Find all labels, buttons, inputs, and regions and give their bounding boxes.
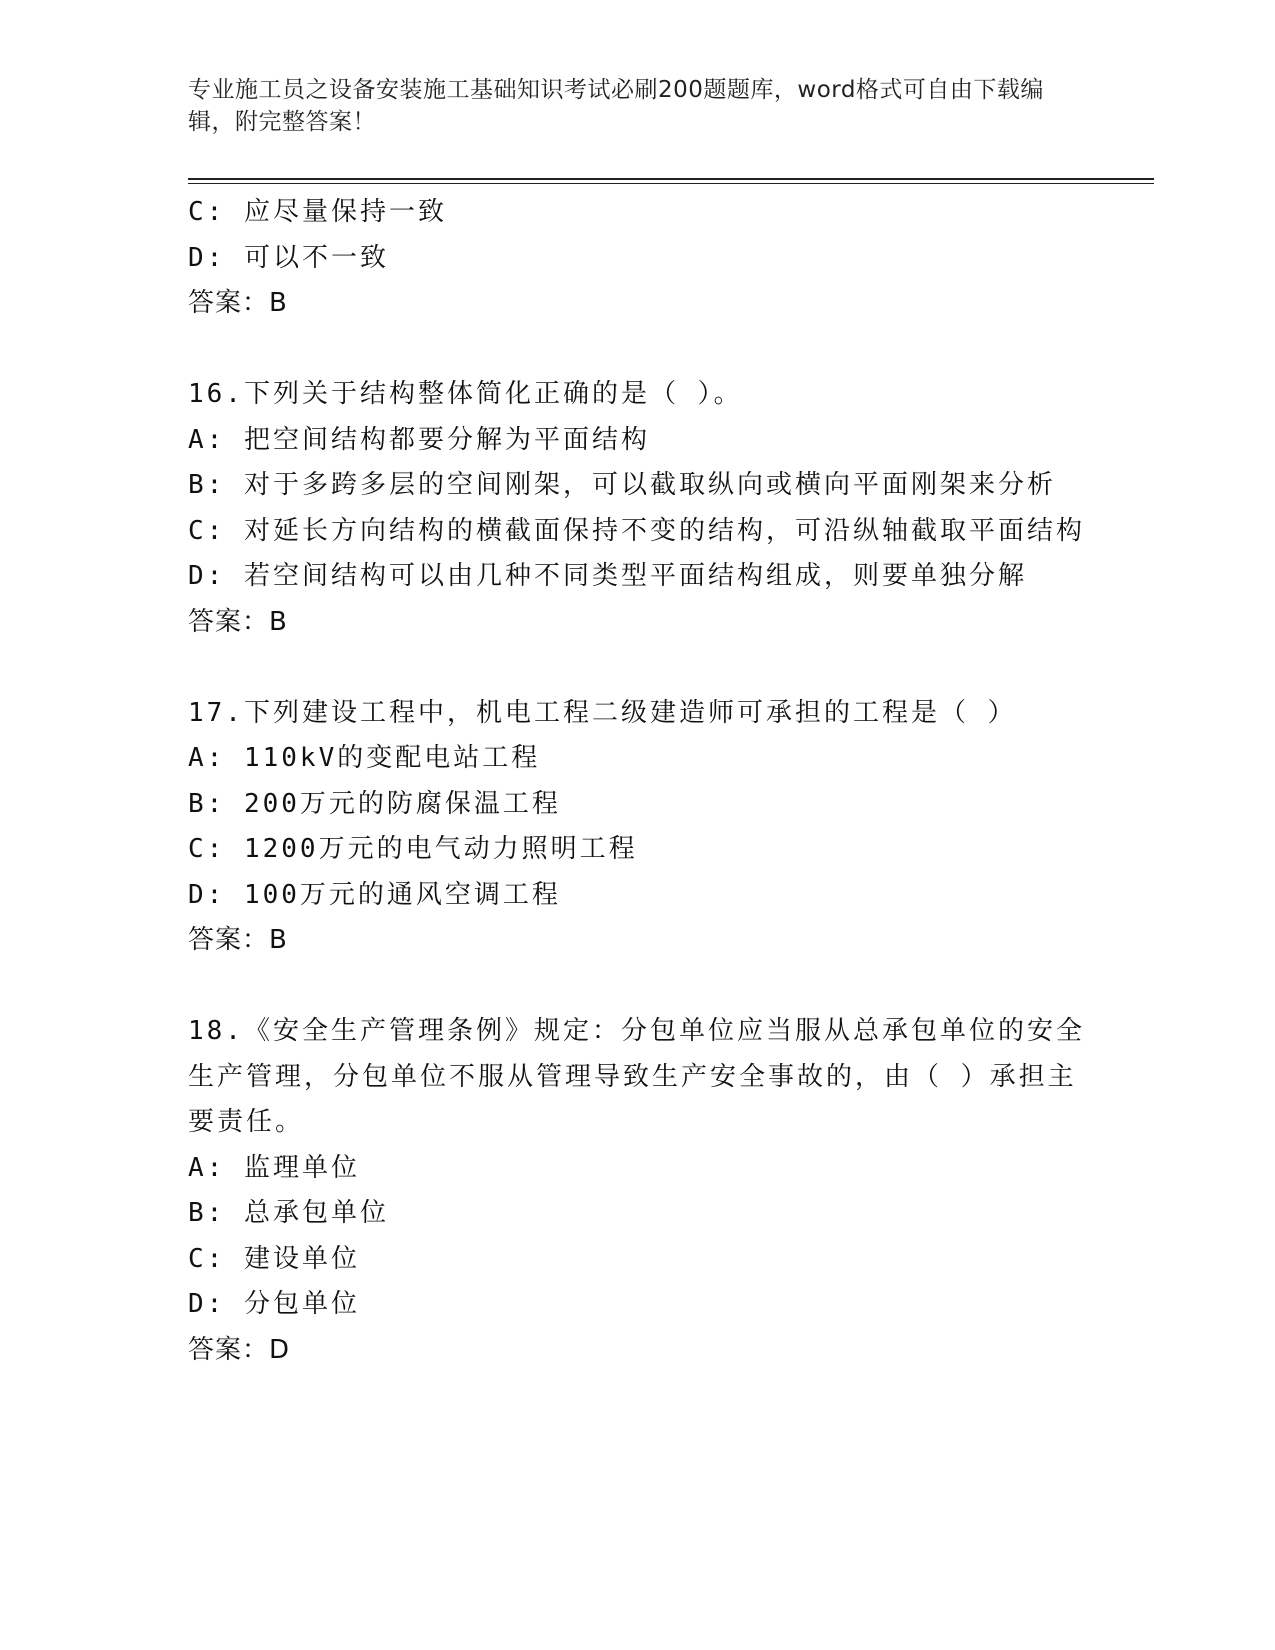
spacer [188, 645, 1088, 691]
header-rule-thick [188, 178, 1154, 180]
spacer [188, 964, 1088, 1010]
question-stem-line-2: 生产管理，分包单位不服从管理导致生产安全事故的，由（ ）承担主 [188, 1061, 1077, 1092]
option-b: B: 对于多跨多层的空间刚架，可以截取纵向或横向平面刚架来分析 [188, 470, 1056, 500]
answer-line: 答案：B [188, 288, 288, 318]
option-b: B: 200万元的防腐保温工程 [188, 788, 561, 819]
option-a: A: 把空间结构都要分解为平面结构 [188, 424, 650, 455]
option-c: C: 对延长方向结构的横截面保持不变的结构，可沿纵轴截取平面结构 [188, 515, 1085, 546]
header-rule-thin [188, 183, 1154, 184]
question-stem-line-3: 要责任。 [188, 1107, 305, 1137]
question-stem: 17.下列建设工程中，机电工程二级建造师可承担的工程是（ ） [188, 697, 1017, 728]
answer-line: 答案：B [188, 925, 288, 955]
option-d: D: 可以不一致 [188, 242, 389, 273]
option-b: B: 总承包单位 [188, 1198, 389, 1228]
answer-line: 答案：B [188, 606, 288, 637]
option-c: C: 建设单位 [188, 1243, 360, 1274]
option-d: D: 分包单位 [188, 1289, 360, 1319]
option-a: A: 监理单位 [188, 1152, 360, 1183]
option-d: D: 若空间结构可以由几种不同类型平面结构组成，则要单独分解 [188, 561, 1027, 591]
option-d: D: 100万元的通风空调工程 [188, 879, 561, 910]
answer-line: 答案：D [188, 1334, 291, 1365]
option-c: C: 应尽量保持一致 [188, 197, 447, 227]
question-list [188, 190, 1088, 1373]
question-stem: 16.下列关于结构整体简化正确的是（ ）。 [188, 379, 743, 409]
spacer [188, 327, 1088, 373]
question-stem-line-1: 18.《安全生产管理条例》规定：分包单位应当服从总承包单位的安全 [188, 1016, 1085, 1046]
option-c: C: 1200万元的电气动力照明工程 [188, 834, 638, 864]
option-a: A: 110kV的变配电站工程 [188, 743, 541, 773]
document-header: 专业施工员之设备安装施工基础知识考试必刷200题题库，word格式可自由下载编辑，附完整答案！ [188, 77, 1044, 135]
